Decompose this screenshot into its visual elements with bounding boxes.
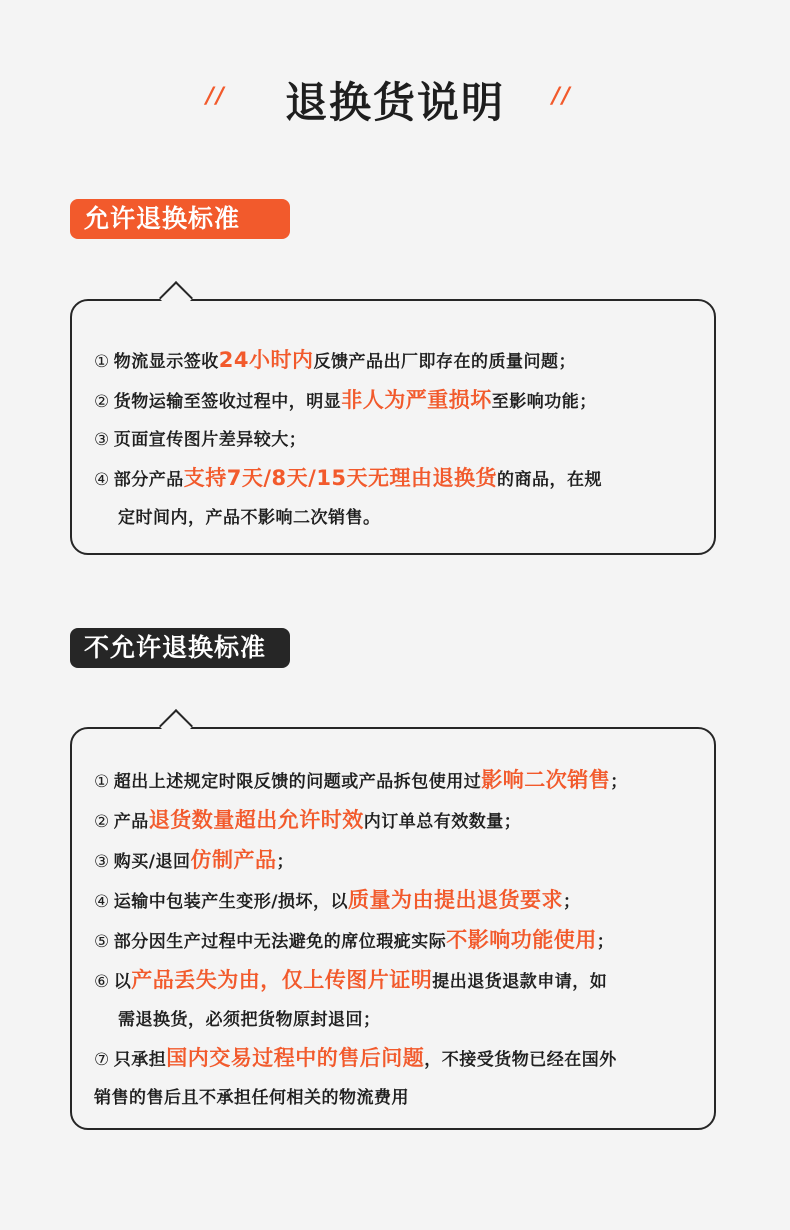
item-text-tail: ； [276,852,294,872]
item-continuation: 需退换货，必须把货物原封退回； [118,1010,381,1030]
item-number: ④ [94,470,110,490]
item-text: 只承担 [113,1050,167,1070]
item-highlight: 国内交易过程中的售后问题 [166,1046,425,1070]
not-allowed-tag: 不允许退换标准 [70,628,290,668]
item-continuation: 定时间内，产品不影响二次销售。 [118,508,381,528]
item-highlight: 退货数量超出允许时效 [148,808,364,832]
item-text-tail: 至影响功能； [491,392,597,412]
item-text: 超出上述规定时限反馈的问题或产品拆包使用过 [113,772,482,792]
not-allowed-list [94,761,698,1117]
list-item [94,961,698,1039]
item-text: 页面宣传图片差异较大； [113,430,307,450]
item-number: ② [94,392,110,412]
item-text-tail: ； [596,932,615,952]
not-allowed-box [70,727,716,1130]
item-highlight: 不影响功能使用 [446,928,597,952]
item-number: ② [94,812,110,832]
list-item [94,421,698,459]
list-item [94,801,698,841]
page-title: 退换货说明 [284,78,505,127]
item-highlight: 影响二次销售 [481,768,611,792]
speech-pointer [159,709,193,743]
item-number: ⑦ [94,1050,110,1070]
item-continuation: 销售的售后且不承担任何相关的物流费用 [94,1088,409,1108]
item-highlight: 支持7天/8天/15天无理由退换货 [183,466,498,490]
item-text-tail: 内订单总有效数量； [363,812,522,832]
list-item [94,881,698,921]
item-text-tail: ，不接受货物已经在国外 [424,1050,617,1070]
item-text: 以 [113,972,132,992]
item-number: ③ [94,852,110,872]
item-number: ③ [94,430,110,450]
list-item [94,841,698,881]
item-text: 部分因生产过程中无法避免的席位瑕疵实际 [113,932,447,952]
item-number: ⑤ [94,932,110,952]
list-item [94,381,698,421]
item-number: ① [94,352,110,372]
item-text-tail: ； [562,892,581,912]
list-item [94,341,698,381]
item-highlight: 产品丢失为由，仅上传图片证明 [131,968,433,992]
allowed-tag: 允许退换标准 [70,199,290,239]
item-number: ⑥ [94,972,110,992]
item-highlight: 非人为严重损坏 [341,388,492,412]
item-text: 货物运输至签收过程中，明显 [113,392,342,412]
title-deco-right: // [552,84,573,109]
item-text: 产品 [113,812,149,832]
title-row [0,70,790,130]
item-text: 运输中包装产生变形/损坏，以 [113,892,348,912]
item-text-tail: 的商品，在规 [497,470,603,490]
list-item [94,1039,698,1117]
item-highlight: 仿制产品 [190,848,277,872]
item-number: ④ [94,892,110,912]
title-deco-left: // [206,84,227,109]
list-item [94,761,698,801]
item-highlight: 24小时内 [218,348,314,372]
item-highlight: 质量为由提出退货要求 [347,888,563,912]
item-text-tail: ； [610,772,628,792]
item-text: 购买/退回 [113,852,191,872]
item-text-tail: 提出退货退款申请，如 [432,972,608,992]
item-number: ① [94,772,110,792]
allowed-box [70,299,716,555]
item-text-tail: 反馈产品出厂即存在的质量问题； [313,352,576,372]
item-text: 物流显示签收 [113,352,219,372]
speech-pointer [159,281,193,315]
allowed-list [94,341,698,537]
item-text: 部分产品 [113,470,184,490]
list-item [94,921,698,961]
list-item [94,459,698,537]
